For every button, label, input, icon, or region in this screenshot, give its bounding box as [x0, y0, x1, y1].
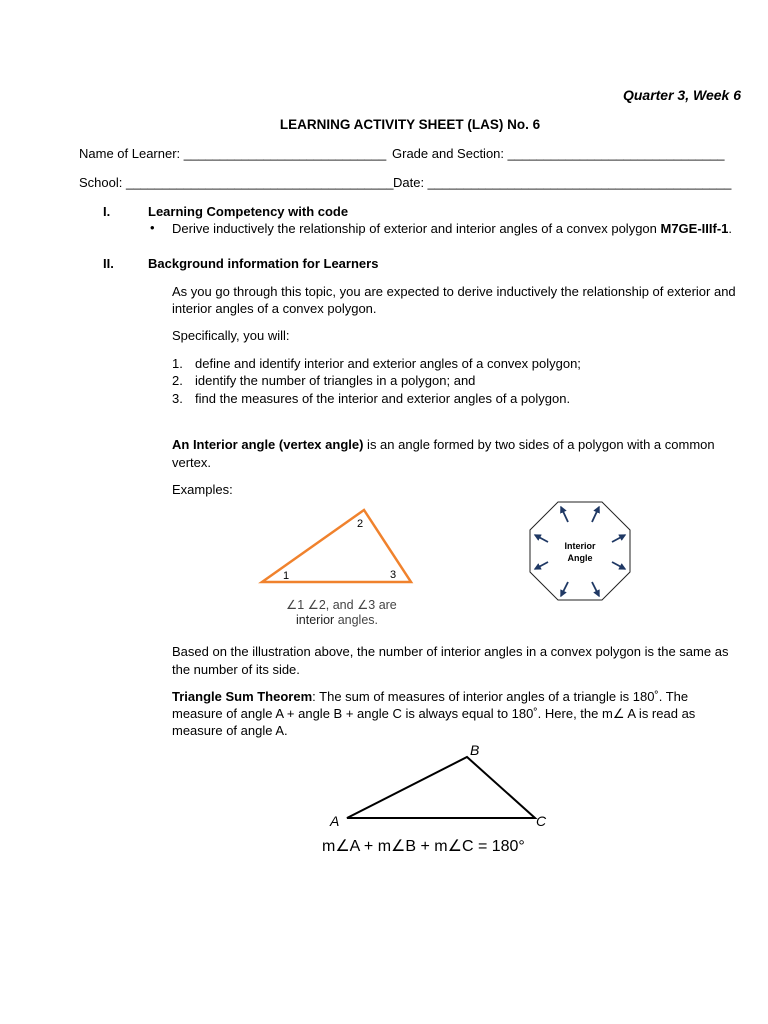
- octagon-label-line-1: Interior: [564, 541, 596, 551]
- arrow-upper-left: [535, 535, 548, 542]
- section-2-number: II.: [103, 256, 114, 271]
- vertex-c-label: C: [536, 813, 547, 829]
- angle-2-label: 2: [357, 518, 364, 530]
- learner-name-field[interactable]: Name of Learner: ____________________________: [79, 146, 387, 161]
- school-field[interactable]: School: _____________________________________: [79, 175, 394, 190]
- caption-angles-word: angles.: [334, 613, 378, 627]
- section-1-number: I.: [103, 204, 111, 219]
- angle-1-label: 1: [283, 570, 290, 582]
- section-2-heading: Background information for Learners: [148, 256, 379, 271]
- caption-interior-word: interior: [296, 613, 335, 627]
- triangle-sum-theorem: [172, 688, 737, 739]
- octagon-label-line-2: Angle: [567, 553, 593, 563]
- interior-angle-text: is an angle formed by two sides of a polygon with a common vertex.: [172, 437, 715, 470]
- abc-triangle-figure: [315, 740, 595, 862]
- vertex-b-label: B: [470, 742, 480, 758]
- arrow-bottom-left: [561, 582, 568, 596]
- competency-period: .: [728, 221, 733, 236]
- quarter-week-label: Quarter 3, Week 6: [622, 87, 741, 103]
- date-field[interactable]: Date: __________________________________________: [393, 175, 732, 190]
- interior-angle-term: An Interior angle (vertex angle): [172, 437, 364, 452]
- based-on-paragraph: Based on the illustration above, the number of interior angles in a convex polygon is the same as the number of its side.: [172, 644, 729, 677]
- section-1-heading: Learning Competency with code: [148, 204, 349, 219]
- objective-1-text: define and identify interior and exterior angles of a convex polygon;: [195, 356, 581, 371]
- orange-triangle-figure: [255, 500, 420, 590]
- objective-2-text: identify the number of triangles in a polygon; and: [195, 373, 476, 388]
- objective-3-number: 3.: [172, 391, 183, 406]
- angle-3-label: 3: [390, 569, 397, 581]
- vertex-a-label: A: [330, 813, 340, 829]
- arrow-top-left: [561, 507, 568, 522]
- octagon-figure: [524, 500, 634, 604]
- objective-3-text: find the measures of the interior and exterior angles of a polygon.: [195, 391, 571, 406]
- interior-angle-definition: [172, 436, 737, 472]
- theorem-term: Triangle Sum Theorem: [172, 689, 313, 704]
- arrow-top-right: [592, 507, 599, 522]
- objective-2-number: 2.: [172, 373, 183, 388]
- arrow-upper-right: [612, 535, 625, 542]
- examples-label: Examples:: [172, 482, 233, 497]
- arrow-lower-left: [535, 562, 548, 569]
- competency-description: Derive inductively the relationship of exterior and interior angles of a convex polygon: [172, 221, 661, 236]
- arrow-bottom-right: [592, 582, 599, 596]
- grade-section-field[interactable]: Grade and Section: ______________________________: [392, 146, 725, 161]
- triangle-caption-line-2: [296, 613, 378, 627]
- competency-code: M7GE-IIIf-1: [660, 221, 729, 236]
- intro-paragraph: As you go through this topic, you are expected to derive inductively the relationship of exterior and interior angles of a convex polygon.: [172, 284, 736, 316]
- theorem-text: : The sum of measures of interior angles of a triangle is 180˚. The measure of angle A + angle B + angle C is always equal to 180˚. Here, the m∠ A is read as measure of angle A.: [172, 689, 696, 738]
- abc-triangle: [347, 757, 535, 818]
- sum-formula: m∠A + m∠B + m∠C = 180°: [322, 838, 525, 855]
- competency-text: [172, 221, 732, 236]
- bullet-icon: •: [150, 220, 155, 235]
- triangle-caption-line-1: ∠1 ∠2, and ∠3 are: [286, 598, 397, 612]
- octagon-shape: [530, 502, 630, 600]
- sheet-title: LEARNING ACTIVITY SHEET (LAS) No. 6: [279, 117, 541, 132]
- specifically-label: Specifically, you will:: [172, 328, 290, 343]
- arrow-lower-right: [612, 562, 625, 569]
- objective-1-number: 1.: [172, 356, 183, 371]
